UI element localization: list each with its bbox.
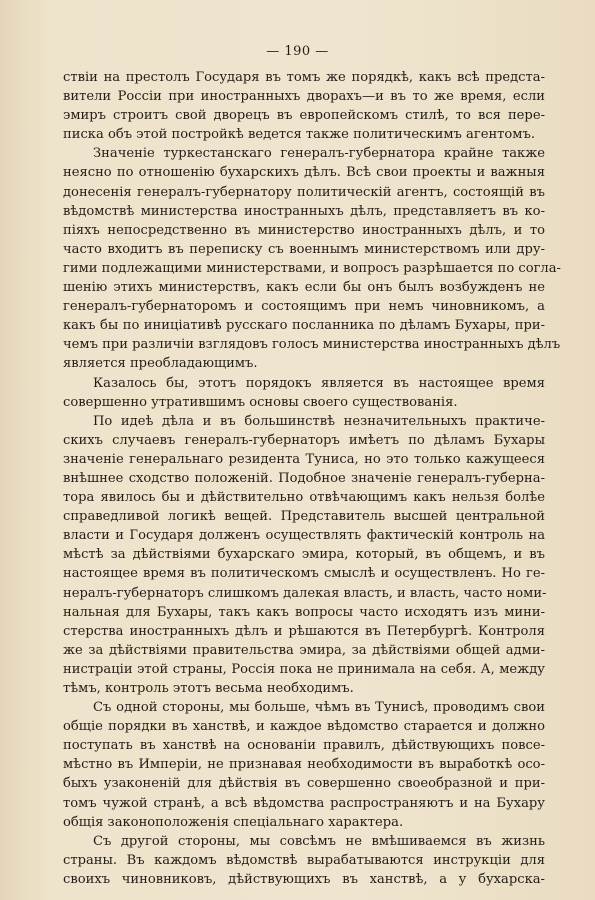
text-line: быхъ узаконеній для дѣйствія въ совершенно своеобразной и при- [63, 776, 545, 792]
text-line: значеніе генеральнаго резидента Туниса, но это только кажущееся [63, 451, 545, 467]
paragraph [63, 144, 561, 373]
text-line: мѣстно въ Имперіи, не признавая необходимости въ выработкѣ осо- [63, 757, 545, 773]
paragraph [63, 698, 545, 832]
text-line: Съ одной стороны, мы больше, чѣмъ въ Тунисѣ, проводимъ свои [93, 700, 545, 716]
text-line: эмиръ строитъ свой дворецъ въ европейскомъ стилѣ, то вся пере- [63, 108, 545, 124]
text-line: тѣмъ, контроль этотъ весьма необходимъ. [63, 681, 354, 696]
text-line: писка объ этой постройкѣ ведется также политическимъ агентомъ. [63, 127, 535, 143]
text-line: совершенно утратившимъ основы своего существованія. [63, 394, 458, 410]
text-line: является преобладающимъ. [63, 356, 258, 372]
text-line: поступать въ ханствѣ на основаніи правилъ, дѣйствующихъ повсе- [63, 738, 545, 754]
text-line: Съ другой стороны, мы совсѣмъ не вмѣшиваемся въ жизнь [93, 833, 545, 849]
text-line: внѣшнее сходство положеній. Подобное значеніе генералъ-губерна- [63, 470, 545, 486]
text-line: стерства иностранныхъ дѣлъ и рѣшаются въ Петербургѣ. Контроля [63, 623, 545, 639]
text-line: настоящее время въ политическомъ смыслѣ и осуществленъ. Но ге- [63, 566, 545, 582]
text-line: общіе порядки въ ханствѣ, и каждое вѣдомство старается и должно [63, 719, 545, 735]
text-line: генералъ-губернаторомъ и состоящимъ при немъ чиновникомъ, а [63, 299, 545, 315]
text-line: вители Россіи при иностранныхъ дворахъ—и въ то же время, если [63, 89, 545, 105]
paragraph [63, 412, 545, 698]
text-line: общія законоположенія спеціальнаго характера. [63, 814, 404, 830]
text-line: власти и Государя долженъ осуществлять фактическій контроль на [63, 528, 545, 544]
text-line: страны. Въ каждомъ вѣдомствѣ вырабатываются инструкціи для [63, 852, 545, 868]
text-line: томъ чужой странѣ, а всѣ вѣдомства распространяютъ и на Бухару [63, 795, 545, 811]
text-line: По идеѣ дѣла и въ большинствѣ незначительныхъ практиче- [93, 413, 545, 429]
text-line: своихъ чиновниковъ, дѣйствующихъ въ ханствѣ, а у бухарска- [63, 871, 545, 887]
text-line: гими подлежащими министерствами, и вопросъ разрѣшается по согла- [63, 260, 561, 276]
text-line: же за дѣйствіями правительства эмира, за дѣйствіями общей адми- [63, 642, 545, 658]
text-line: какъ бы по иниціативѣ русскаго посланника по дѣламъ Бухары, при- [63, 318, 545, 334]
text-line: донесенія генералъ-губернатору политическій агентъ, состоящій въ [63, 184, 545, 200]
text-line: Значеніе туркестанскаго генералъ-губернатора крайне также [93, 146, 545, 162]
text-line: нералъ-губернаторъ слишкомъ далекая власть, и власть, часто номи- [63, 585, 547, 601]
text-line: нальная для Бухары, такъ какъ вопросы часто исходятъ изъ мини- [63, 604, 545, 620]
body-text [63, 68, 561, 889]
text-line: піяхъ непосредственно въ министерство иностранныхъ дѣлъ, и то [63, 222, 545, 238]
paragraph [63, 68, 545, 144]
paragraph [63, 374, 545, 412]
text-line: нистраціи этой страны, Россія пока не принимала на себя. А, между [63, 661, 545, 677]
text-line: мѣстѣ за дѣйствіями бухарскаго эмира, который, въ общемъ, и въ [63, 547, 545, 563]
text-line: вѣдомствѣ министерства иностранныхъ дѣлъ, представляетъ въ ко- [63, 203, 545, 219]
text-line: ствіи на престолъ Государя въ томъ же порядкѣ, какъ всѣ предста- [63, 70, 545, 85]
text-line: чемъ при различіи взглядовъ голосъ министерства иностранныхъ дѣлъ [63, 337, 561, 353]
text-line: справедливой логикѣ вещей. Представитель высшей центральной [63, 509, 545, 525]
text-line: шенію этихъ министерствъ, какъ если бы онъ былъ возбужденъ не [63, 280, 545, 296]
paragraph [63, 832, 545, 889]
text-line: тора явилось бы и дѣйствительно отвѣчающимъ какъ нельзя болѣе [63, 490, 545, 506]
text-line: часто входитъ въ переписку съ военнымъ министерствомъ или дру- [63, 241, 545, 257]
page-number: — 190 — [266, 44, 329, 59]
text-line: неясно по отношенію бухарскихъ дѣлъ. Всѣ свои проекты и важныя [63, 165, 545, 181]
text-line: скихъ случаевъ генералъ-губернаторъ имѣетъ по дѣламъ Бухары [63, 432, 545, 448]
text-line: Казалось бы, этотъ порядокъ является въ настоящее время [93, 375, 545, 391]
